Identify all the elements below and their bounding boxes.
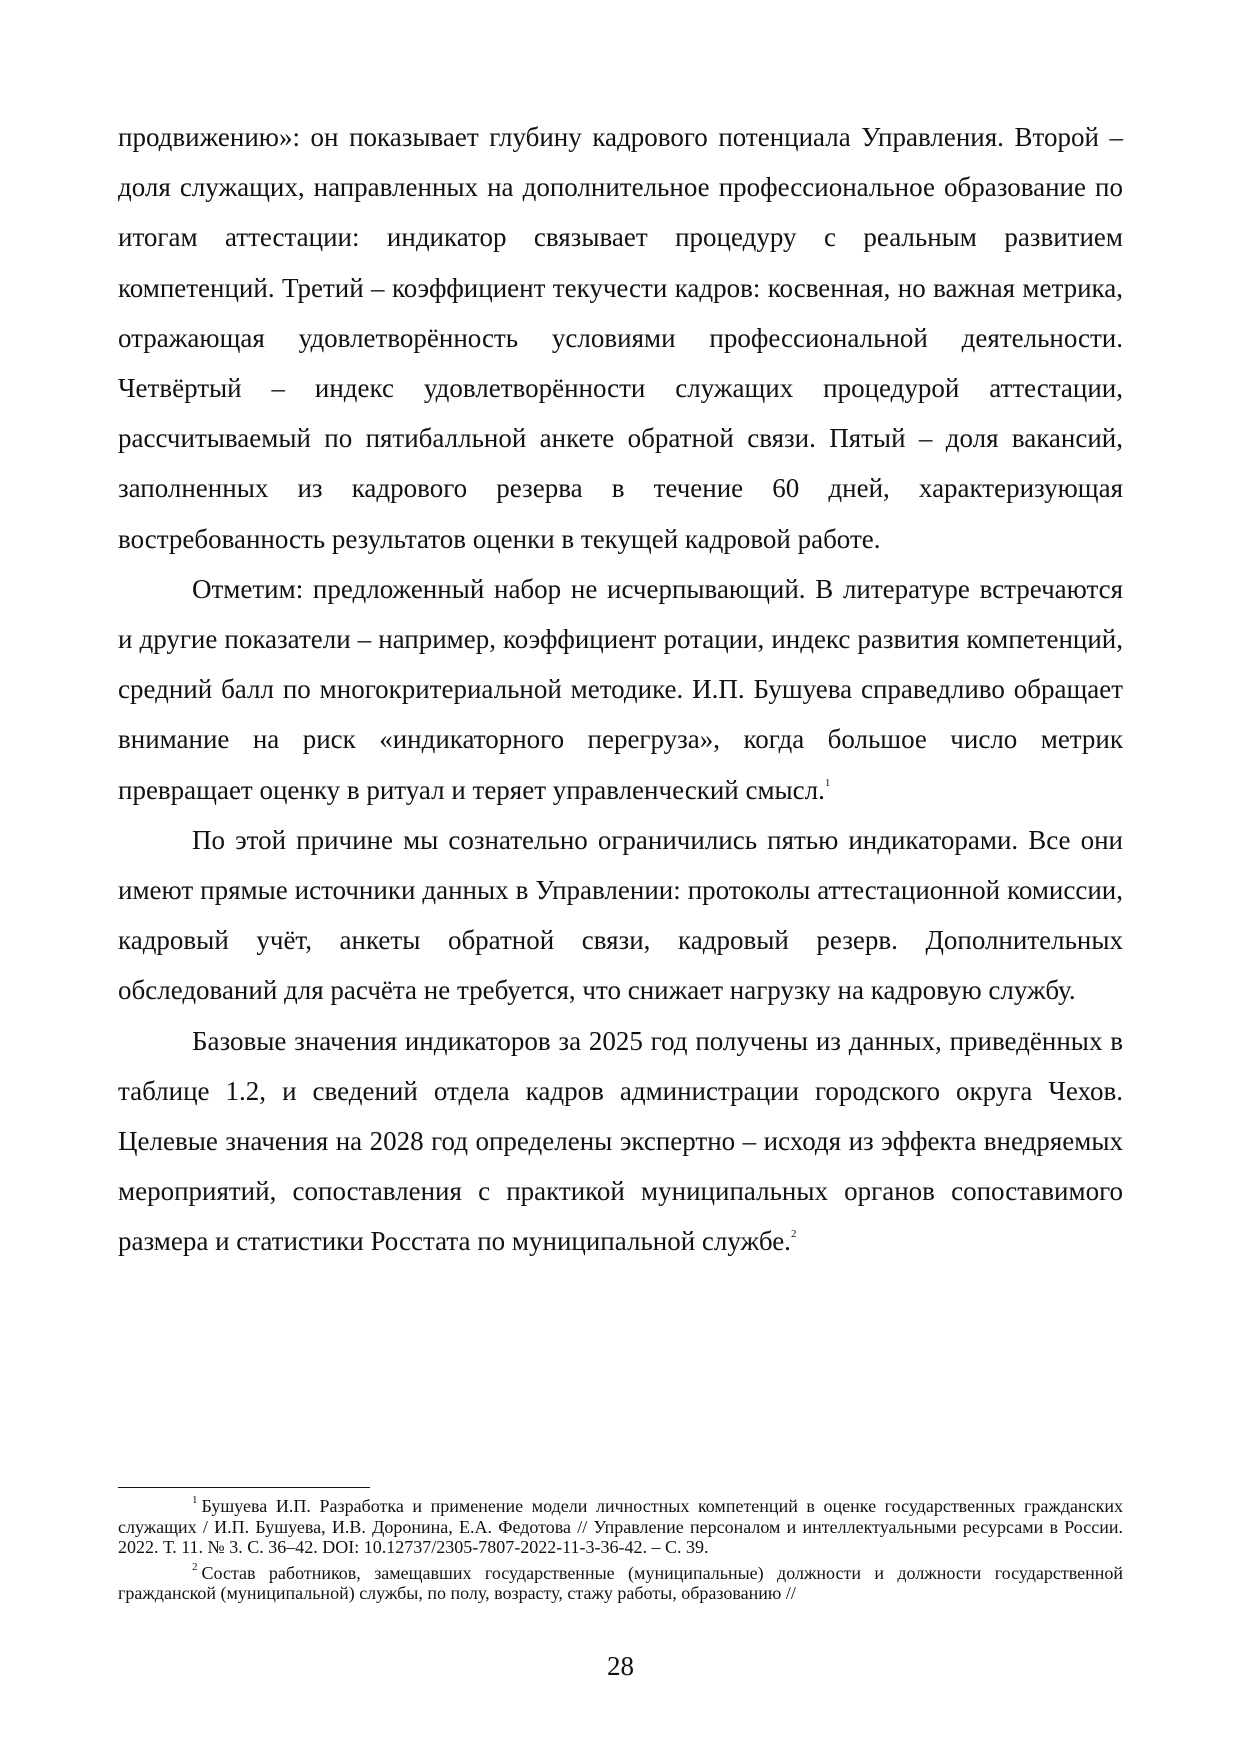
footnote-separator xyxy=(118,1487,370,1488)
paragraph-2-text: Отметим: предложенный набор не исчерпывающий. В литературе встречаются и другие показатели – например, коэффициент ротации, индекс развития компетенций, средний балл по многокритериальной методике. И.П. Бушуева справедливо обращает внимание на риск «индикаторного перегруза», когда большое число метрик превращает оценку в ритуал и теряет управленческий смысл. xyxy=(118,573,1123,805)
footnote-2-marker: 2 xyxy=(192,1560,198,1573)
body-text xyxy=(118,112,1123,1267)
footnote-reference-2[interactable]: 2 xyxy=(790,1228,797,1241)
footnote-1 xyxy=(118,1496,1123,1558)
paragraph-1-text: продвижению»: он показывает глубину кадрового потенциала Управления. Второй – доля служащих, направленных на дополнительное профессиональное образование по итогам аттестации: индикатор связывает процедуру с реальным развитием компетенций. Третий – коэффициент текучести кадров: косвенная, но важная метрика, отражающая удовлетворённость условиями профессиональной деятельности. Четвёртый – индекс удовлетворённости служащих процедурой аттестации, рассчитываемый по пятибалльной анкете обратной связи. Пятый – доля вакансий, заполненных из кадрового резерва в течение 60 дней, характеризующая востребованность результатов оценки в текущей кадровой работе. xyxy=(118,122,1123,554)
paragraph-2 xyxy=(118,564,1123,815)
paragraph-1 xyxy=(118,112,1123,564)
footnote-2-text: Состав работников, замещавших государственные (муниципальные) должности и должности государственной гражданской (муниципальной) службы, по полу, возрасту, стажу работы, образованию // xyxy=(118,1562,1123,1603)
paragraph-4 xyxy=(118,1016,1123,1267)
paragraph-3 xyxy=(118,815,1123,1016)
footnote-2 xyxy=(118,1560,1123,1604)
footnote-reference-1[interactable]: 1 xyxy=(824,776,831,789)
page-number: 28 xyxy=(607,1651,634,1681)
footnote-1-text: Бушуева И.П. Разработка и применение модели личностных компетенций в оценке государственных гражданских служащих / И.П. Бушуева, И.В. Доронина, Е.А. Федотова // Управление персоналом и интеллектуальными ресурсами в России. 2022. Т. 11. № 3. С. 36–42. DOI: 10.12737/2305-7807-2022-11-3-36-42. – С. 39. xyxy=(118,1496,1123,1557)
footnote-1-marker: 1 xyxy=(192,1494,198,1506)
footnotes xyxy=(118,1496,1123,1609)
paragraph-4-text: Базовые значения индикаторов за 2025 год получены из данных, приведённых в таблице 1.2, и сведений отдела кадров администрации городского округа Чехов. Целевые значения на 2028 год определены экспертно – исходя из эффекта внедряемых мероприятий, сопоставления с практикой муниципальных органов сопоставимого размера и статистики Росстата по муниципальной службе. xyxy=(118,1025,1123,1257)
paragraph-3-text: По этой причине мы сознательно ограничились пятью индикаторами. Все они имеют прямые источники данных в Управлении: протоколы аттестационной комиссии, кадровый учёт, анкеты обратной связи, кадровый резерв. Дополнительных обследований для расчёта не требуется, что снижает нагрузку на кадровую службу. xyxy=(118,824,1123,1006)
